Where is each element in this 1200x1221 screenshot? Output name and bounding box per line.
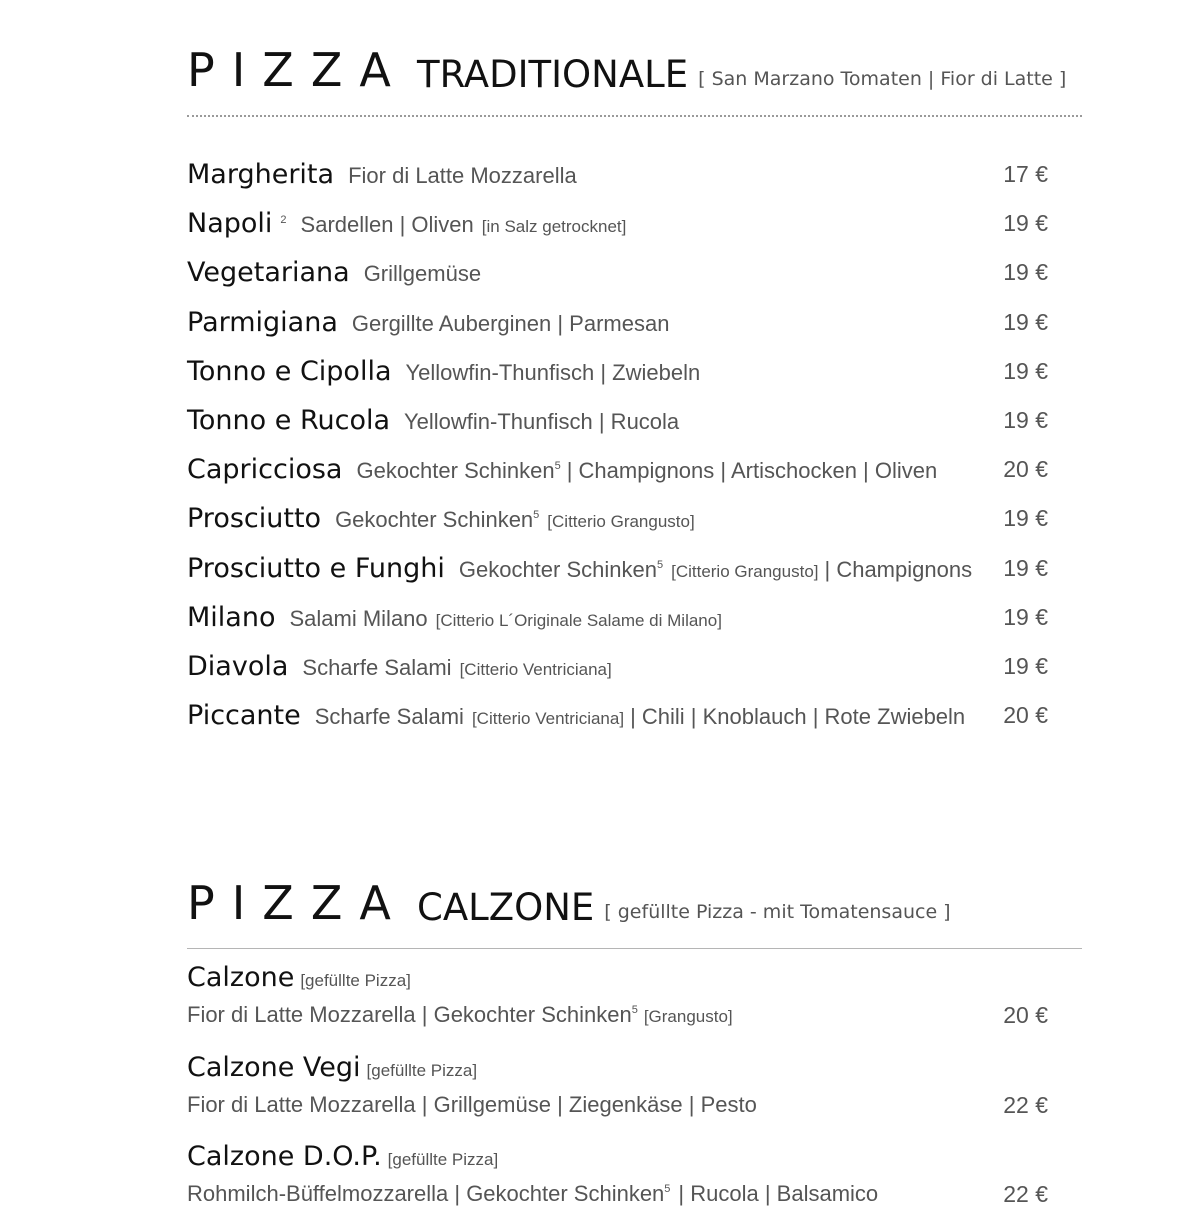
item-description-extra: | Champignons — [824, 556, 973, 582]
item-description: Salami Milano — [289, 605, 428, 631]
menu-item — [187, 454, 1082, 494]
item-description-note: [Citterio L´Originale Salame di Milano] — [435, 610, 722, 630]
item-price: 19 € — [1003, 554, 1048, 581]
item-price: 19 € — [1003, 357, 1048, 384]
section-note: [ gefüllte Pizza - mit Tomatensauce ] — [604, 901, 951, 923]
section-divider — [187, 115, 1082, 117]
item-description: Gekochter Schinken — [356, 458, 555, 484]
item-description: Scharfe Salami — [302, 655, 452, 680]
item-description-line — [187, 1181, 878, 1207]
item-price: 19 € — [1003, 308, 1048, 335]
item-name: Calzone — [187, 962, 295, 993]
item-price: 22 € — [1003, 1181, 1048, 1207]
item-name: Tonno e Cipolla — [187, 355, 392, 387]
menu-item — [187, 1141, 1082, 1221]
item-note: [gefüllte Pizza] — [300, 971, 411, 990]
menu-item — [187, 651, 1082, 691]
item-name: Diavola — [187, 651, 289, 682]
item-description-line — [187, 1002, 733, 1028]
menu-item — [187, 553, 1082, 593]
item-description: Gergillte Auberginen | Parmesan — [351, 310, 670, 336]
item-description-footnote: 5 — [554, 460, 561, 473]
section-traditionale — [187, 43, 1082, 732]
item-note: [gefüllte Pizza] — [387, 1150, 499, 1169]
item-price: 19 € — [1003, 407, 1048, 433]
section-pizza-word: PIZZA — [187, 43, 408, 97]
item-name: Capricciosa — [187, 454, 343, 486]
menu-item — [187, 962, 1082, 1042]
section-title — [417, 888, 951, 932]
item-description: Yellowfin-Thunfisch | Rucola — [404, 409, 680, 434]
item-name: Parmigiana — [187, 306, 338, 338]
item-description: Gekochter Schinken — [458, 556, 657, 582]
item-description-footnote: 5 — [533, 509, 540, 522]
item-description: Yellowfin-Thunfisch | Zwiebeln — [405, 359, 701, 385]
item-price: 20 € — [1003, 1002, 1048, 1028]
item-description-note: [Grangusto] — [643, 1007, 733, 1026]
menu-item — [187, 208, 1082, 248]
item-name-footnote: 2 — [280, 214, 287, 227]
item-description-note: [Citterio Ventriciana] — [459, 660, 612, 679]
item-description: Sardellen | Oliven — [300, 212, 474, 238]
item-description-note: [Citterio Grangusto] — [671, 561, 819, 581]
item-price: 22 € — [1003, 1092, 1048, 1118]
item-name: Prosciutto — [187, 503, 322, 535]
item-description: Fior di Latte Mozzarella — [348, 163, 577, 188]
menu-item — [187, 503, 1082, 543]
menu-item — [187, 159, 1082, 199]
menu-item — [187, 356, 1082, 396]
item-description-footnote: 5 — [664, 1183, 671, 1195]
item-description-footnote: 5 — [656, 558, 664, 571]
menu-item — [187, 602, 1082, 642]
item-price: 20 € — [1003, 456, 1048, 483]
item-name: Tonno e Rucola — [187, 405, 391, 436]
item-description-extra: | Rucola | Balsamico — [678, 1181, 879, 1206]
section-title-text: CALZONE — [417, 886, 595, 929]
section-pizza-word: PIZZA — [187, 876, 408, 930]
menu-item — [187, 307, 1082, 347]
item-description: Fior di Latte Mozzarella | Grillgemüse | Ziegenkäse | Pesto — [187, 1092, 757, 1117]
menu-item — [187, 700, 1082, 740]
section-title-text: TRADITIONALE — [417, 53, 689, 96]
section-note: [ San Marzano Tomaten | Fior di Latte ] — [698, 68, 1067, 90]
item-description-note: [in Salz getrocknet] — [481, 217, 627, 237]
item-note: [gefüllte Pizza] — [366, 1061, 478, 1080]
item-description: Rohmilch-Büffelmozzarella | Gekochter Schinken — [187, 1181, 665, 1206]
item-price: 19 € — [1003, 259, 1048, 286]
menu-item — [187, 405, 1082, 445]
item-description: Fior di Latte Mozzarella | Gekochter Schinken — [187, 1002, 632, 1027]
section-header — [187, 878, 1082, 938]
item-description-extra: | Chili | Knoblauch | Rote Zwiebeln — [630, 704, 966, 730]
item-name: Calzone Vegi — [187, 1052, 361, 1083]
item-description-footnote: 5 — [631, 1004, 638, 1016]
section-title — [417, 55, 1066, 99]
item-description-note: [Citterio Grangusto] — [547, 512, 695, 532]
item-price: 17 € — [1003, 161, 1048, 187]
item-name: Piccante — [187, 700, 301, 732]
item-description: Gekochter Schinken — [335, 507, 534, 533]
item-price: 19 € — [1003, 210, 1048, 237]
section-header — [187, 45, 1082, 105]
menu-item — [187, 257, 1082, 297]
item-price: 19 € — [1003, 603, 1048, 630]
item-name: Napoli — [187, 208, 273, 240]
section-divider — [187, 948, 1082, 949]
item-name: Vegetariana — [187, 257, 350, 289]
item-description: Scharfe Salami — [314, 704, 464, 730]
item-description: Grillgemüse — [363, 261, 482, 287]
item-price: 19 € — [1003, 505, 1048, 532]
menu-item — [187, 1052, 1082, 1132]
item-name: Prosciutto e Funghi — [187, 552, 445, 584]
section-calzone — [187, 876, 1082, 1207]
item-description-note: [Citterio Ventriciana] — [471, 709, 625, 729]
item-price: 19 € — [1003, 653, 1048, 679]
item-name: Calzone D.O.P. — [187, 1141, 382, 1172]
item-name: Milano — [187, 601, 276, 633]
item-name: Margherita — [187, 159, 335, 190]
item-description-extra: | Champignons | Artischocken | Oliven — [566, 458, 938, 484]
item-description-line — [187, 1092, 757, 1118]
item-price: 20 € — [1003, 702, 1048, 729]
